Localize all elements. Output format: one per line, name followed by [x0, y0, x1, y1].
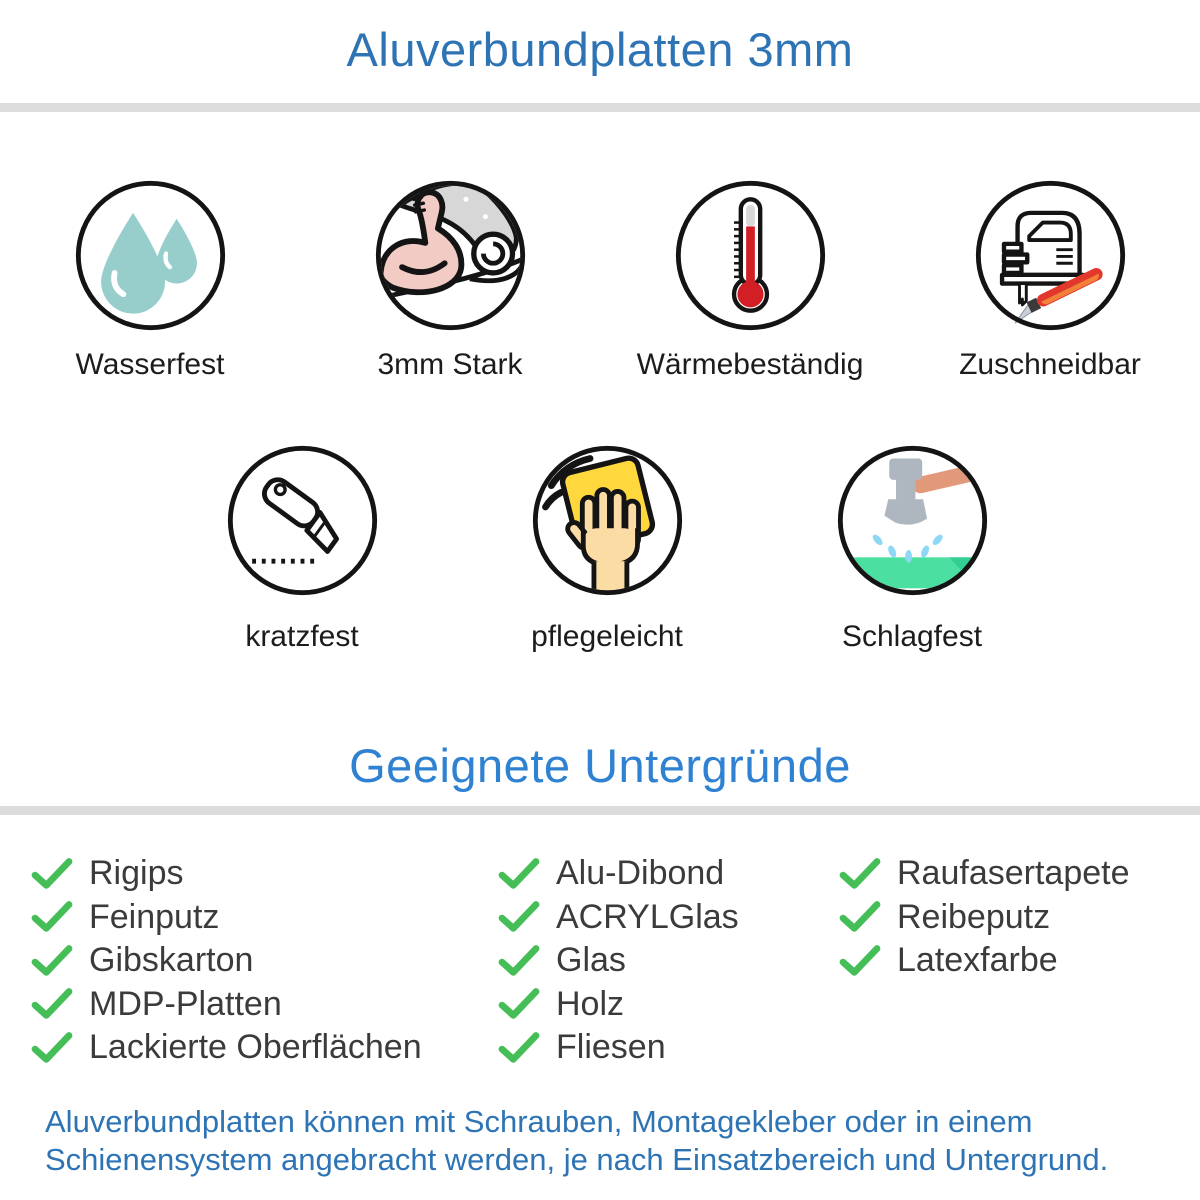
substrate-item: Reibeputz — [838, 896, 1130, 940]
hammer-impact-icon — [835, 443, 990, 598]
feature-3mm-stark — [315, 178, 585, 382]
substrate-item: ACRYLGlas — [497, 896, 739, 940]
check-icon — [30, 1031, 74, 1065]
page-title: Aluverbundplatten 3mm — [346, 23, 854, 76]
feature-label: Zuschneidbar — [959, 348, 1141, 381]
substrate-item: Lackierte Oberflächen — [30, 1026, 422, 1070]
substrate-item: Raufasertapete — [838, 852, 1130, 896]
check-icon — [497, 857, 541, 891]
substrate-item: Latexfarbe — [838, 939, 1130, 983]
feature-waermebestaendig — [615, 178, 885, 382]
section-title: Geeignete Untergründe — [349, 739, 851, 792]
substrate-item: MDP-Platten — [30, 983, 422, 1027]
check-icon — [497, 944, 541, 978]
hand-wiping-cloth-icon — [530, 443, 685, 598]
feature-label: Schlagfest — [841, 620, 983, 653]
feature-label: pflegeleicht — [531, 620, 683, 653]
substrates-column-1 — [30, 852, 422, 1070]
feature-label: 3mm Stark — [377, 348, 523, 381]
thermometer-icon — [673, 178, 828, 333]
divider-top — [0, 103, 1200, 112]
substrate-item: Gibskarton — [30, 939, 422, 983]
feature-pflegeleicht — [482, 443, 732, 654]
substrate-item: Fliesen — [497, 1026, 739, 1070]
check-icon — [497, 900, 541, 934]
mounting-note — [45, 1103, 1108, 1179]
substrates-column-3 — [838, 852, 1130, 983]
check-icon — [30, 944, 74, 978]
check-icon — [30, 900, 74, 934]
check-icon — [838, 944, 882, 978]
check-icon — [30, 857, 74, 891]
check-icon — [838, 857, 882, 891]
check-icon — [497, 1031, 541, 1065]
water-drops-icon — [73, 178, 228, 333]
feature-wasserfest — [15, 178, 285, 382]
substrate-item: Feinputz — [30, 896, 422, 940]
feature-label: Wärmebeständig — [636, 348, 864, 381]
feature-label: Wasserfest — [75, 348, 225, 381]
mounting-note-line2: Schienensystem angebracht werden, je nach Einsatzbereich und Untergrund. — [45, 1142, 1109, 1177]
features-row-1 — [0, 178, 1200, 382]
mounting-note-line1: Aluverbundplatten können mit Schrauben, Montagekleber oder in einem — [45, 1104, 1033, 1139]
feature-schlagfest — [787, 443, 1037, 654]
substrate-item: Glas — [497, 939, 739, 983]
check-icon — [497, 987, 541, 1021]
substrate-item: Holz — [497, 983, 739, 1027]
features-row-2 — [0, 443, 1200, 654]
substrate-item: Alu-Dibond — [497, 852, 739, 896]
substrates-column-2 — [497, 852, 739, 1070]
utility-knife-icon — [225, 443, 380, 598]
check-icon — [838, 900, 882, 934]
jigsaw-and-knife-icon — [973, 178, 1128, 333]
substrate-item: Rigips — [30, 852, 422, 896]
feature-zuschneidbar — [915, 178, 1185, 382]
feature-kratzfest — [177, 443, 427, 654]
muscle-arm-panel-icon — [373, 178, 528, 333]
check-icon — [30, 987, 74, 1021]
feature-label: kratzfest — [245, 620, 359, 653]
divider-middle — [0, 806, 1200, 815]
